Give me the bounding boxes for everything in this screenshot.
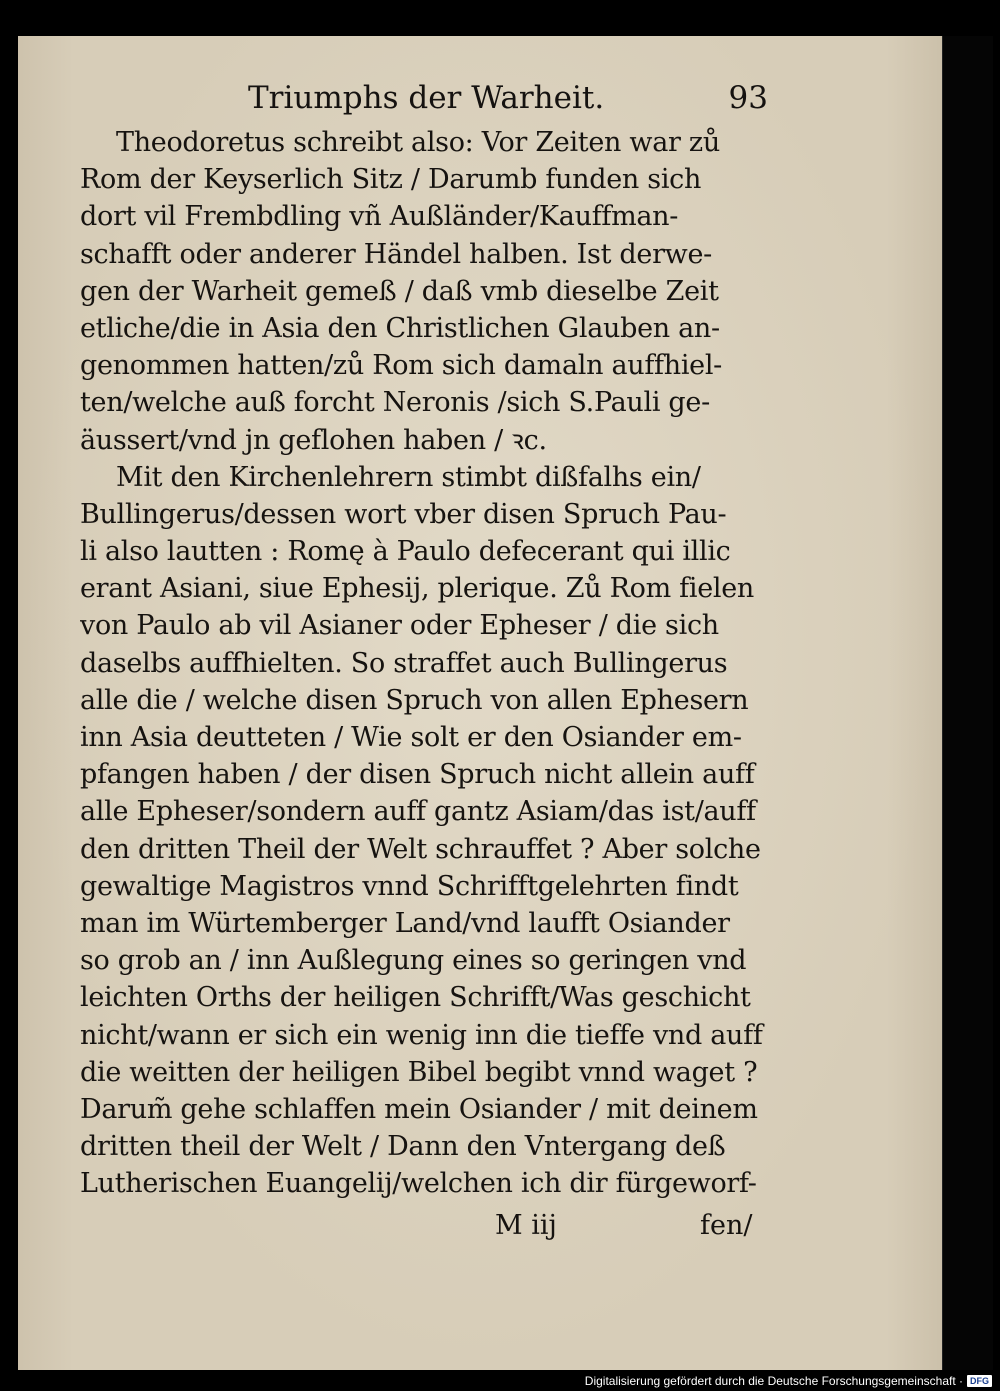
text-line: inn Asia deutteten / Wie solt er den Osiander em- <box>80 722 742 753</box>
text-line: dort vil Frembdling vñ Außländer/Kauffman- <box>80 201 679 233</box>
text-line: daselbs auffhielten. So straffet auch Bullingerus <box>80 647 728 679</box>
text-line: Lutherischen Euangelij/welchen ich dir fürgeworf- <box>80 1168 757 1200</box>
text-line: Theodoretus schreibt also: Vor Zeiten war zů <box>116 127 720 158</box>
text-line: Mit den Kirchenlehrern stimbt dißfalhs ein/ <box>116 461 701 493</box>
dfg-logo: DFG <box>967 1375 992 1387</box>
text-line: gewaltige Magistros vnnd Schrifftgelehrten findt <box>80 870 739 902</box>
text-line: Rom der Keyserlich Sitz / Darumb funden sich <box>80 164 702 196</box>
body-text <box>80 124 780 1202</box>
text-line: so grob an / inn Außlegung eines so geringen vnd <box>80 945 747 977</box>
text-line: etliche/die in Asia den Christlichen Glauben an- <box>80 312 720 344</box>
catchword: fen/ <box>700 1210 753 1241</box>
page-edge-shadow <box>942 36 993 1370</box>
running-title: Triumphs der Warheit. <box>248 80 605 116</box>
text-line: von Paulo ab vil Asianer oder Epheser / die sich <box>80 610 719 642</box>
text-line: dritten theil der Welt / Dann den Vntergang deß <box>80 1131 726 1163</box>
text-line: Darum̃ gehe schlaffen mein Osiander / mit deinem <box>80 1093 758 1125</box>
text-line: Bullingerus/dessen wort vber disen Spruch Pau- <box>80 498 727 530</box>
text-line: alle Epheser/sondern auff gantz Asiam/das ist/auff <box>80 796 756 828</box>
text-line: nicht/wann er sich ein wenig inn die tieffe vnd auff <box>80 1019 763 1051</box>
signature-mark: M iij <box>495 1210 557 1241</box>
text-line: leichten Orths der heiligen Schrifft/Was geschicht <box>80 982 751 1014</box>
text-line: schafft oder anderer Händel halben. Ist derwe- <box>80 238 712 270</box>
folio-number: 93 <box>728 80 768 116</box>
text-line: ten/welche auß forcht Neronis /sich S.Pauli ge- <box>80 387 710 419</box>
text-line: man im Würtemberger Land/vnd laufft Osiander <box>80 907 730 939</box>
text-line: die weitten der heiligen Bibel begibt vnnd waget ? <box>80 1056 758 1088</box>
digitization-credit <box>585 1372 992 1390</box>
text-line: alle die / welche disen Spruch von allen Ephesern <box>80 684 749 716</box>
text-line: den dritten Theil der Welt schrauffet ? Aber solche <box>80 833 761 865</box>
page-header <box>248 80 768 124</box>
text-line: äussert/vnd jn geflohen haben / ꝛc. <box>80 424 547 456</box>
text-line: pfangen haben / der disen Spruch nicht allein auff <box>80 759 755 791</box>
text-line: genommen hatten/zů Rom sich damaln auffhiel- <box>80 350 722 382</box>
text-line: li also lautten : Romę à Paulo defecerant qui illic <box>80 536 731 568</box>
text-line: erant Asiani, siue Ephesij, plerique. Zů Rom fielen <box>80 573 754 605</box>
credit-text: Digitalisierung gefördert durch die Deutsche Forschungsgemeinschaft · <box>584 1374 963 1388</box>
text-line: gen der Warheit gemeß / daß vmb dieselbe Zeit <box>80 275 719 307</box>
